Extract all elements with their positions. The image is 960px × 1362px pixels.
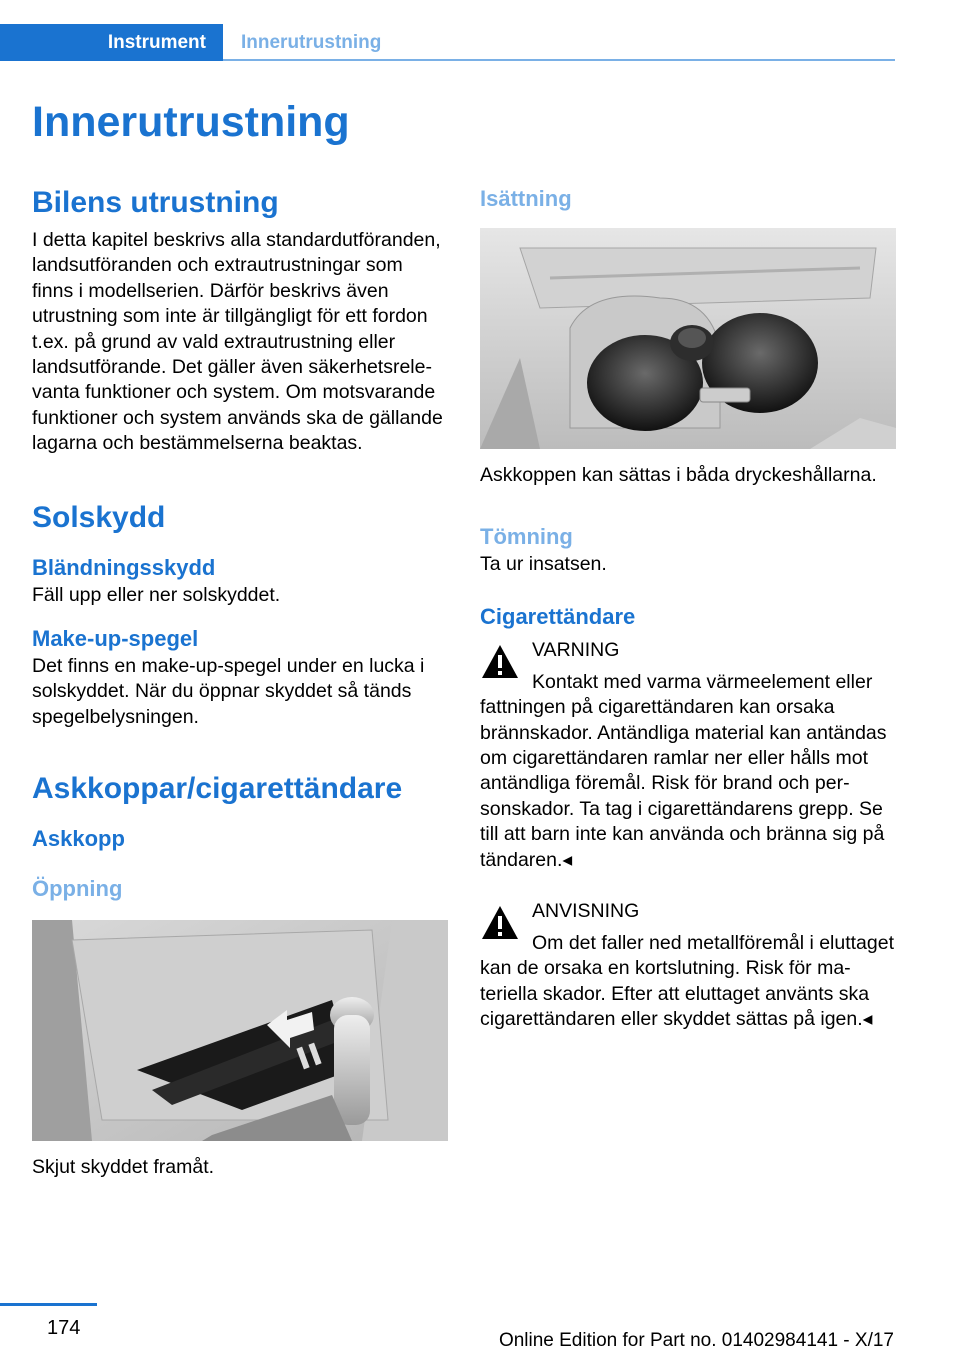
- section-title-solskydd: Solskydd: [32, 500, 166, 534]
- section-text-bilens-utrustning: I detta kapitel beskrivs alla standardutföranden, landsutföranden och extrautrustningar som finns i modellserien. Därför beskrivs även utrustning som inte är tillgängligt för ett fordon t.ex. på grund av vald extrautrustning eller landsutförande. Det gäller även säkerhetsrelevanta funktioner och system. Om motsvarande funktioner och system används ska de gällande lagarna och bestämmelserna beaktas.: [32, 229, 443, 455]
- console-cover-photo: [32, 920, 448, 1141]
- page-number: 174: [47, 1317, 81, 1339]
- left-column: [32, 184, 448, 1181]
- subsection-text-blandningsskydd: Fäll upp eller ner solskyddet.: [32, 583, 281, 606]
- subsection-text-tomning: Ta ur insatsen.: [480, 553, 607, 576]
- section-title-askkoppar: Askkoppar/cigarettändare: [32, 772, 403, 806]
- notice-label: ANVISNING: [532, 900, 640, 923]
- subsection-title-askkopp: Askkopp: [32, 826, 125, 852]
- footer-divider: [0, 1303, 97, 1306]
- subsection-title-cigarettandare: Cigarettändare: [480, 603, 636, 629]
- figure-caption-oppning: Skjut skyddet framåt.: [32, 1156, 215, 1179]
- header-tab-innerutrustning[interactable]: Innerutrustning: [241, 31, 382, 53]
- header-tab-instrument[interactable]: Instrument: [0, 24, 223, 61]
- subsection-title-tomning: Tömning: [480, 524, 573, 550]
- header-divider: [223, 59, 895, 61]
- subsection-title-isattning: Isättning: [480, 186, 572, 211]
- figure-caption-isattning: Askkoppen kan sättas i båda dryckeshållarna.: [480, 464, 877, 486]
- warning-text: Kontakt med varma värmeelement eller fattningen på cigarettändaren kan orsaka brännskador. Antändliga material kan antändas om cigarettändaren ramlar ner eller hålls mot antändliga föremål. Risk för brand och personskador. Ta tag i cigarettändarens grepp. Se till att barn inte kan använda och bränna sig på tändaren.◂: [480, 670, 887, 871]
- subsection-title-make-up-spegel: Make-up-spegel: [32, 626, 199, 652]
- notice-text: Om det faller ned metallföremål i eluttaget kan de orsaka en kortslutning. Risk för materiella skador. Efter att eluttaget använts ska cigarettändaren eller skyddet sättas på igen.◂: [480, 932, 895, 1031]
- subsection-text-make-up-spegel: Det finns en make-up-spegel under en lucka i solskyddet. När du öppnar skyddet så tänds spegelbelysningen.: [32, 655, 425, 728]
- warning-triangle-icon: [480, 903, 520, 943]
- right-column: [480, 184, 896, 1033]
- subsection-title-blandningsskydd: Bländningsskydd: [32, 554, 216, 580]
- warning-label: VARNING: [532, 638, 620, 661]
- page-title: Innerutrustning: [32, 98, 350, 146]
- warning-triangle-icon: [480, 642, 520, 682]
- edition-note: Online Edition for Part no. 01402984141 - X/17: [498, 1330, 894, 1351]
- section-title-bilens-utrustning: Bilens utrustning: [32, 186, 279, 219]
- cupholder-ashtray-photo: [480, 228, 896, 449]
- subsection-title-oppning: Öppning: [32, 876, 123, 902]
